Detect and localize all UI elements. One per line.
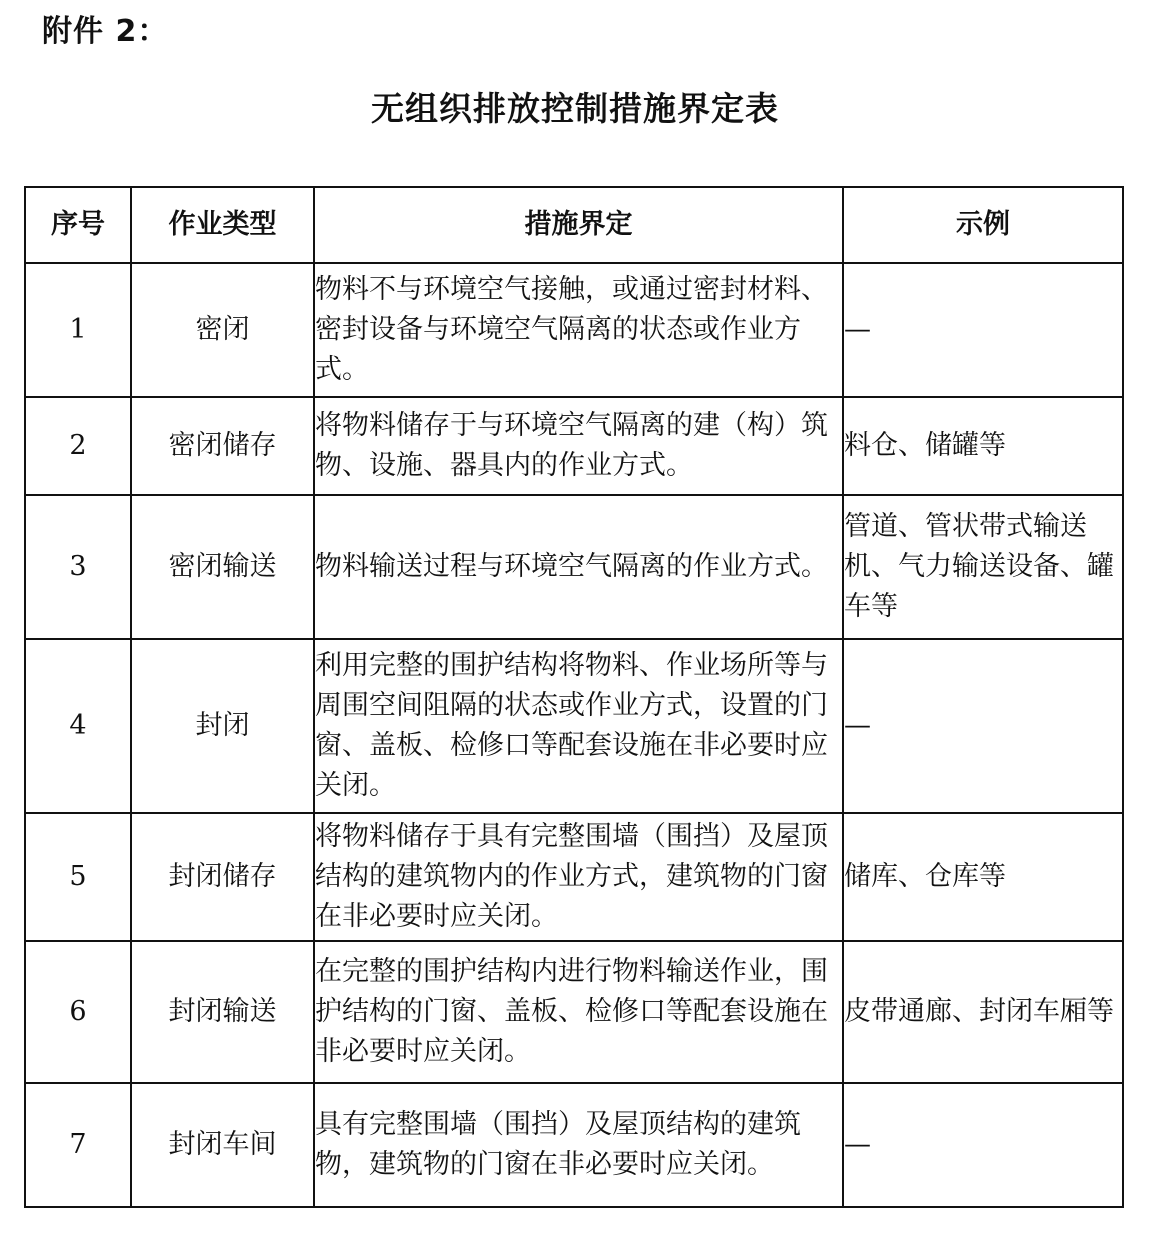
- example: —: [843, 1083, 1123, 1207]
- header-row: [25, 187, 1123, 263]
- operation-type: 封闭: [131, 639, 314, 813]
- row-number: 6: [25, 941, 131, 1083]
- header-example: 示例: [843, 187, 1123, 263]
- example: 储库、仓库等: [843, 813, 1123, 941]
- table-row: [25, 263, 1123, 397]
- example: 管道、管状带式输送机、气力输送设备、罐车等: [843, 495, 1123, 639]
- measure-definition: 将物料储存于具有完整围墙（围挡）及屋顶结构的建筑物内的作业方式，建筑物的门窗在非必要时应关闭。: [314, 813, 843, 941]
- table-row: [25, 1083, 1123, 1207]
- row-number: 1: [25, 263, 131, 397]
- header-no: 序号: [25, 187, 131, 263]
- measure-definition: 将物料储存于与环境空气隔离的建（构）筑物、设施、器具内的作业方式。: [314, 397, 843, 495]
- table-row: [25, 813, 1123, 941]
- operation-type: 密闭: [131, 263, 314, 397]
- row-number: 7: [25, 1083, 131, 1207]
- operation-type: 封闭输送: [131, 941, 314, 1083]
- measures-table: [24, 186, 1124, 1208]
- row-number: 3: [25, 495, 131, 639]
- row-number: 5: [25, 813, 131, 941]
- operation-type: 密闭输送: [131, 495, 314, 639]
- example: —: [843, 639, 1123, 813]
- table-row: [25, 397, 1123, 495]
- header-definition: 措施界定: [314, 187, 843, 263]
- header-type: 作业类型: [131, 187, 314, 263]
- example: 皮带通廊、封闭车厢等: [843, 941, 1123, 1083]
- measure-definition: 具有完整围墙（围挡）及屋顶结构的建筑物，建筑物的门窗在非必要时应关闭。: [314, 1083, 843, 1207]
- operation-type: 封闭车间: [131, 1083, 314, 1207]
- attachment-label: 附件 2：: [42, 14, 169, 49]
- row-number: 2: [25, 397, 131, 495]
- table-row: [25, 941, 1123, 1083]
- operation-type: 封闭储存: [131, 813, 314, 941]
- document-title: 无组织排放控制措施界定表: [371, 89, 779, 128]
- row-number: 4: [25, 639, 131, 813]
- measure-definition: 在完整的围护结构内进行物料输送作业，围护结构的门窗、盖板、检修口等配套设施在非必要时应关闭。: [314, 941, 843, 1083]
- table-row: [25, 639, 1123, 813]
- measure-definition: 利用完整的围护结构将物料、作业场所等与周围空间阻隔的状态或作业方式，设置的门窗、盖板、检修口等配套设施在非必要时应关闭。: [314, 639, 843, 813]
- example: 料仓、储罐等: [843, 397, 1123, 495]
- measure-definition: 物料不与环境空气接触，或通过密封材料、密封设备与环境空气隔离的状态或作业方式。: [314, 263, 843, 397]
- operation-type: 密闭储存: [131, 397, 314, 495]
- measure-definition: 物料输送过程与环境空气隔离的作业方式。: [314, 495, 843, 639]
- table-row: [25, 495, 1123, 639]
- example: —: [843, 263, 1123, 397]
